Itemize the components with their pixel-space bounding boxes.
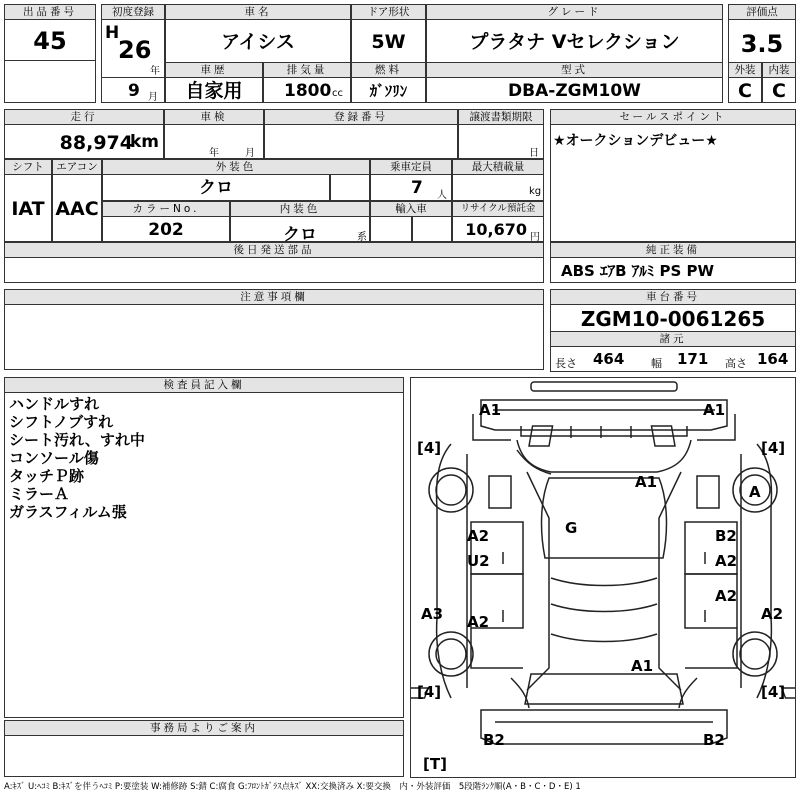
inspector-notes — [4, 392, 404, 718]
aircon: AAC — [52, 174, 102, 242]
mileage-unit: km — [129, 132, 159, 152]
ext-grade: C — [728, 77, 762, 103]
inspector-line: ハンドルすれ — [9, 395, 100, 413]
first-reg-month-cell — [101, 77, 165, 103]
inspector-line: コンソール傷 — [9, 449, 99, 467]
notes — [4, 304, 544, 370]
reg-no — [264, 124, 458, 159]
grade-label: グレード — [426, 4, 723, 20]
import-b — [412, 216, 452, 242]
int-color-label: 内装色 — [230, 201, 370, 217]
recycle: 10,670 — [465, 220, 527, 239]
tire-fl: 4 — [423, 439, 435, 457]
later-parts-label: 後日発送部品 — [4, 242, 544, 258]
genuine-label: 純正装備 — [550, 242, 796, 258]
tire-fr: 4 — [767, 439, 779, 457]
transfer-cell — [458, 124, 544, 159]
reg-no-label: 登録番号 — [264, 109, 458, 125]
capacity-unit: 人 — [437, 190, 447, 201]
mileage-cell — [4, 124, 164, 159]
door-type: 5W — [351, 19, 426, 63]
door-label: ドア形状 — [351, 4, 426, 20]
mark-door-fl-2: U2 — [467, 552, 490, 570]
inspector-line: ガラスフィルム張 — [9, 503, 127, 521]
inspection-year-unit: 年 — [209, 148, 219, 159]
displacement-unit: cc — [332, 88, 343, 99]
mark-trunk: A1 — [631, 657, 654, 675]
max-load-unit: kg — [529, 186, 542, 197]
int-grade-label: 内装 — [762, 62, 796, 78]
sales-point-cell — [550, 124, 796, 242]
genuine-cell — [550, 257, 796, 283]
model-label: 型式 — [426, 62, 723, 78]
lot-blank — [4, 60, 96, 103]
inspection-label: 車検 — [164, 109, 264, 125]
ext-color-extra — [330, 174, 370, 201]
mark-right-side: A2 — [761, 605, 784, 623]
max-load-label: 最大積載量 — [452, 159, 544, 175]
ext-color: クロ — [102, 174, 330, 201]
capacity-label: 乗車定員 — [370, 159, 452, 175]
max-load-cell — [452, 174, 544, 201]
car-outline — [411, 378, 795, 777]
recycle-unit: 円 — [530, 232, 540, 242]
mark-front-right: A1 — [703, 401, 726, 419]
ext-grade-label: 外装 — [728, 62, 762, 78]
chassis-label: 車台番号 — [550, 289, 796, 305]
mark-rear-left: B2 — [483, 731, 505, 749]
fuel-label: 燃料 — [351, 62, 426, 78]
color-no: 202 — [102, 216, 230, 242]
height-value: 164 — [757, 350, 789, 368]
lot-label: 出品番号 — [4, 4, 96, 20]
history: 自家用 — [165, 77, 263, 103]
mark-front-left: A1 — [479, 401, 502, 419]
mark-door-fl-1: A2 — [467, 527, 490, 545]
model-code: DBA-ZGM10W — [426, 77, 723, 103]
tire-rr-bracket: [4] — [761, 683, 786, 701]
sales-point: ★オークションデビュー★ — [553, 133, 718, 149]
int-color: クロ — [283, 225, 317, 242]
tire-fl-bracket: [4] — [417, 439, 442, 457]
height-label: 高さ — [725, 357, 747, 370]
first-reg-year-unit: 年 — [150, 66, 160, 77]
legend-footer: A:ｷｽﾞ U:ﾍｺﾐ B:ｷｽﾞを伴うﾍｺﾐ P:要塗装 W:補修跡 S:錆 C:腐食 G:ﾌﾛﾝﾄｶﾞﾗｽ点ｷｽﾞ XX:交換済み X:要交換 内・外装評価 5段階ﾗﾝｸ順(A・B・C・D・E) 1 — [4, 782, 581, 792]
specs-cell — [550, 346, 796, 372]
first-reg-era: H — [105, 23, 120, 43]
history-label: 車歴 — [165, 62, 263, 78]
color-no-label: カラーNo. — [102, 201, 230, 217]
mark-rear-right: B2 — [703, 731, 725, 749]
transfer-label: 譲渡書類期限 — [458, 109, 544, 125]
width-value: 171 — [677, 350, 709, 368]
tire-rr: 4 — [767, 683, 779, 701]
first-reg-year-cell — [101, 19, 165, 78]
specs-label: 諸元 — [550, 331, 796, 347]
mileage: 88,974 — [59, 132, 133, 154]
mileage-label: 走行 — [4, 109, 164, 125]
spare-tire: T — [429, 755, 441, 773]
first-reg-month-unit: 月 — [148, 92, 158, 103]
transfer-day-unit: 日 — [529, 148, 539, 159]
office-notice — [4, 735, 404, 777]
mark-front-wheel-right: A — [749, 483, 761, 501]
first-reg-month: 9 — [128, 81, 140, 101]
sales-point-label: セールスポイント — [550, 109, 796, 125]
notes-label: 注意事項欄 — [4, 289, 544, 305]
inspection-month-unit: 月 — [245, 148, 255, 159]
shift-label: シフト — [4, 159, 52, 175]
chassis-number: ZGM10-0061265 — [550, 304, 796, 332]
width-label: 幅 — [651, 357, 662, 370]
first-reg-label: 初度登録 — [101, 4, 165, 20]
inspector-line: シート汚れ、すれ中 — [9, 431, 145, 449]
inspector-line: タッチＰ跡 — [9, 467, 85, 485]
ext-color-label: 外装色 — [102, 159, 370, 175]
import-a — [370, 216, 412, 242]
inspector-label: 検査員記入欄 — [4, 377, 404, 393]
int-color-cell — [230, 216, 370, 242]
inspector-line: シフトノブすれ — [9, 413, 114, 431]
mark-roof: G — [565, 519, 578, 537]
tire-rl: 4 — [423, 683, 435, 701]
int-grade: C — [762, 77, 796, 103]
first-reg-year: 26 — [118, 36, 152, 64]
mark-door-fr-1: B2 — [715, 527, 737, 545]
score: 3.5 — [728, 19, 796, 63]
mark-left-side: A3 — [421, 605, 444, 623]
car-name-label: 車名 — [165, 4, 351, 20]
inspection-cell — [164, 124, 264, 159]
car-name: アイシス — [165, 19, 351, 63]
grade: プラタナ Vセレクション — [426, 19, 723, 63]
recycle-label: リサイクル預託金 — [452, 201, 544, 217]
capacity-cell — [370, 174, 452, 201]
genuine-equipment: ABS ｴｱB ｱﾙﾐ PS PW — [561, 262, 715, 280]
mark-hood: A1 — [635, 473, 658, 491]
capacity: 7 — [411, 178, 423, 198]
int-color-unit: 系 — [357, 232, 367, 242]
mark-door-rl: A2 — [467, 613, 490, 631]
lot-number: 45 — [4, 19, 96, 61]
mark-door-fr-2: A2 — [715, 552, 738, 570]
fuel: ｶﾞｿﾘﾝ — [351, 77, 426, 103]
mark-door-rr: A2 — [715, 587, 738, 605]
length-label: 長さ — [555, 357, 577, 370]
aircon-label: エアコン — [52, 159, 102, 175]
displacement-cell — [263, 77, 351, 103]
spare-tire-bracket: [T] — [423, 755, 447, 773]
office-label: 事務局よりご案内 — [4, 720, 404, 736]
import-label: 輸入車 — [370, 201, 452, 217]
tire-fr-bracket: [4] — [761, 439, 786, 457]
shift: IAT — [4, 174, 52, 242]
displacement: 1800 — [284, 81, 332, 101]
score-label: 評価点 — [728, 4, 796, 20]
displacement-label: 排気量 — [263, 62, 351, 78]
length-value: 464 — [593, 350, 625, 368]
later-parts — [4, 257, 544, 283]
tire-rl-bracket: [4] — [417, 683, 442, 701]
inspector-line: ミラーＡ — [9, 485, 70, 503]
car-diagram — [410, 377, 796, 778]
recycle-cell — [452, 216, 544, 242]
